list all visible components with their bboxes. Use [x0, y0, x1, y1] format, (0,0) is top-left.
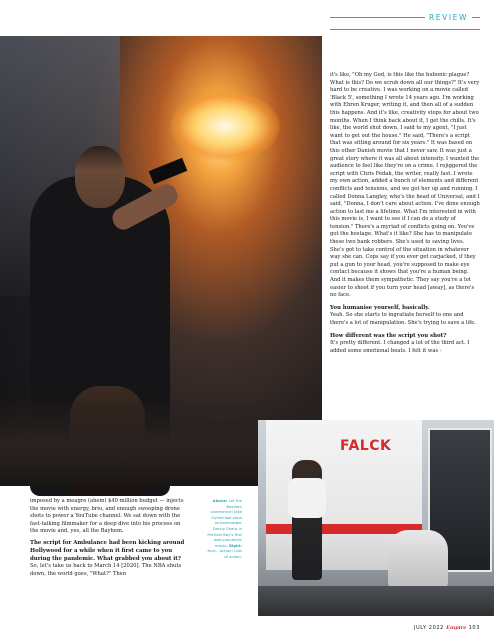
page-number: 103: [468, 625, 480, 631]
caption-label-above: Above:: [212, 498, 228, 503]
magazine-brand: Empire: [446, 625, 467, 631]
answer-text: It's pretty different. I changed a lot of the third act. I added some emotional beats. I felt it was: [330, 340, 470, 354]
caption-label-right: Right:: [229, 542, 242, 548]
right-text-column: [330, 72, 480, 360]
lead-photo: [0, 36, 322, 486]
body-paragraph: it's like, "Oh my God, is this like the bubonic plague? What is this? Do we scrub down all our things?" It's very hard to be creative. I was working on a movie called 'Black 5', something I wrote 14 years ago. I'm working with Ehren Kruger, writing it, and then all of a sudden this happens. And it's like, creativity stops for about two months. When I think back about it, I get the chills. It's like, the world shut down. I said to my agent, "I just want to get out the house." He said, "There's a script that was sitting around for six years." It was based on this other Danish movie that I never saw. It was just a great story where it was all about intensity. I wanted the audience to feel like they're on a crime. I rejiggered the script with Chris Fedak, the writer, really fast. I wrote my own action, added a bunch of elements and different conflicts and tensions, and we got her up and running. I called Donna Langley, who's the head of Universal, and I said, "Donna, I don't care about action. I've done enough action to last me a lifetime. What I'm interested in with this movie is, I want to see if I can do a study of tension." There's a myriad of conflicts going on. You've got the hostage. What's it like? She has to manipulate these two bank robbers. She's used to saving lives. She's got to take control of the situation in whatever way she can. Cops say if you ever get carjacked, if they put a gun to your head, you're supposed to make eye contact because it shows that you're a human being. And it makes them sympathetic. They say you're a lot easier to shoot if you turn your head [away], as there's no face.: [330, 72, 480, 299]
caption-text-above: Let the Bayhem commence! Jake Gyllenhaal stars as bankrobber Danny Sharp in Michael Bay's first post-pandemic movie.: [207, 498, 242, 548]
paramedic-shirt: [288, 478, 326, 518]
interview-question: You humanise yourself, basically.: [330, 304, 430, 311]
handgun: [149, 158, 188, 184]
page-folio: [414, 625, 480, 631]
ambulance-sign: FALCK: [340, 438, 392, 454]
photo-caption: [206, 498, 242, 560]
interview-answer: So, let's take us back to March 14 [2020]. The NBA shuts down, the world goes, "What?" Then: [30, 563, 182, 577]
caption-text-right: And... action! Lots of action.: [207, 548, 242, 559]
ambulance-photo: [258, 420, 494, 616]
street-ground: [258, 586, 494, 616]
actor-head: [75, 146, 125, 208]
muzzle-flash: [170, 91, 280, 161]
issue-date: JULY 2022: [413, 625, 444, 631]
interview-answer: [330, 340, 480, 355]
left-text-column: [30, 498, 190, 583]
body-paragraph: imposed by a meagre (ahem) $40 million budget — injects the movie with energy, brio, and enough swooping drone shots to power a YouTube channel. We sat down with the fast-talking filmmaker for a deep dive into his process on the movie and, yes, all the Bayhem.: [30, 498, 184, 535]
interview-answer: Yeah. So she starts to ingratiate herself to one and there's a lot of manipulation. She's trying to save a life.: [330, 312, 476, 326]
continue-arrow-icon: ›: [439, 347, 442, 354]
interview-question: How different was the script you shot?: [330, 332, 447, 339]
section-label: REVIEW: [425, 13, 472, 22]
crew-figure: [388, 530, 448, 590]
interview-question: The script for Ambulance had been kicking around Hollywood for a while when it first came to you during the pandemic. What grabbed you about it?: [30, 539, 185, 562]
